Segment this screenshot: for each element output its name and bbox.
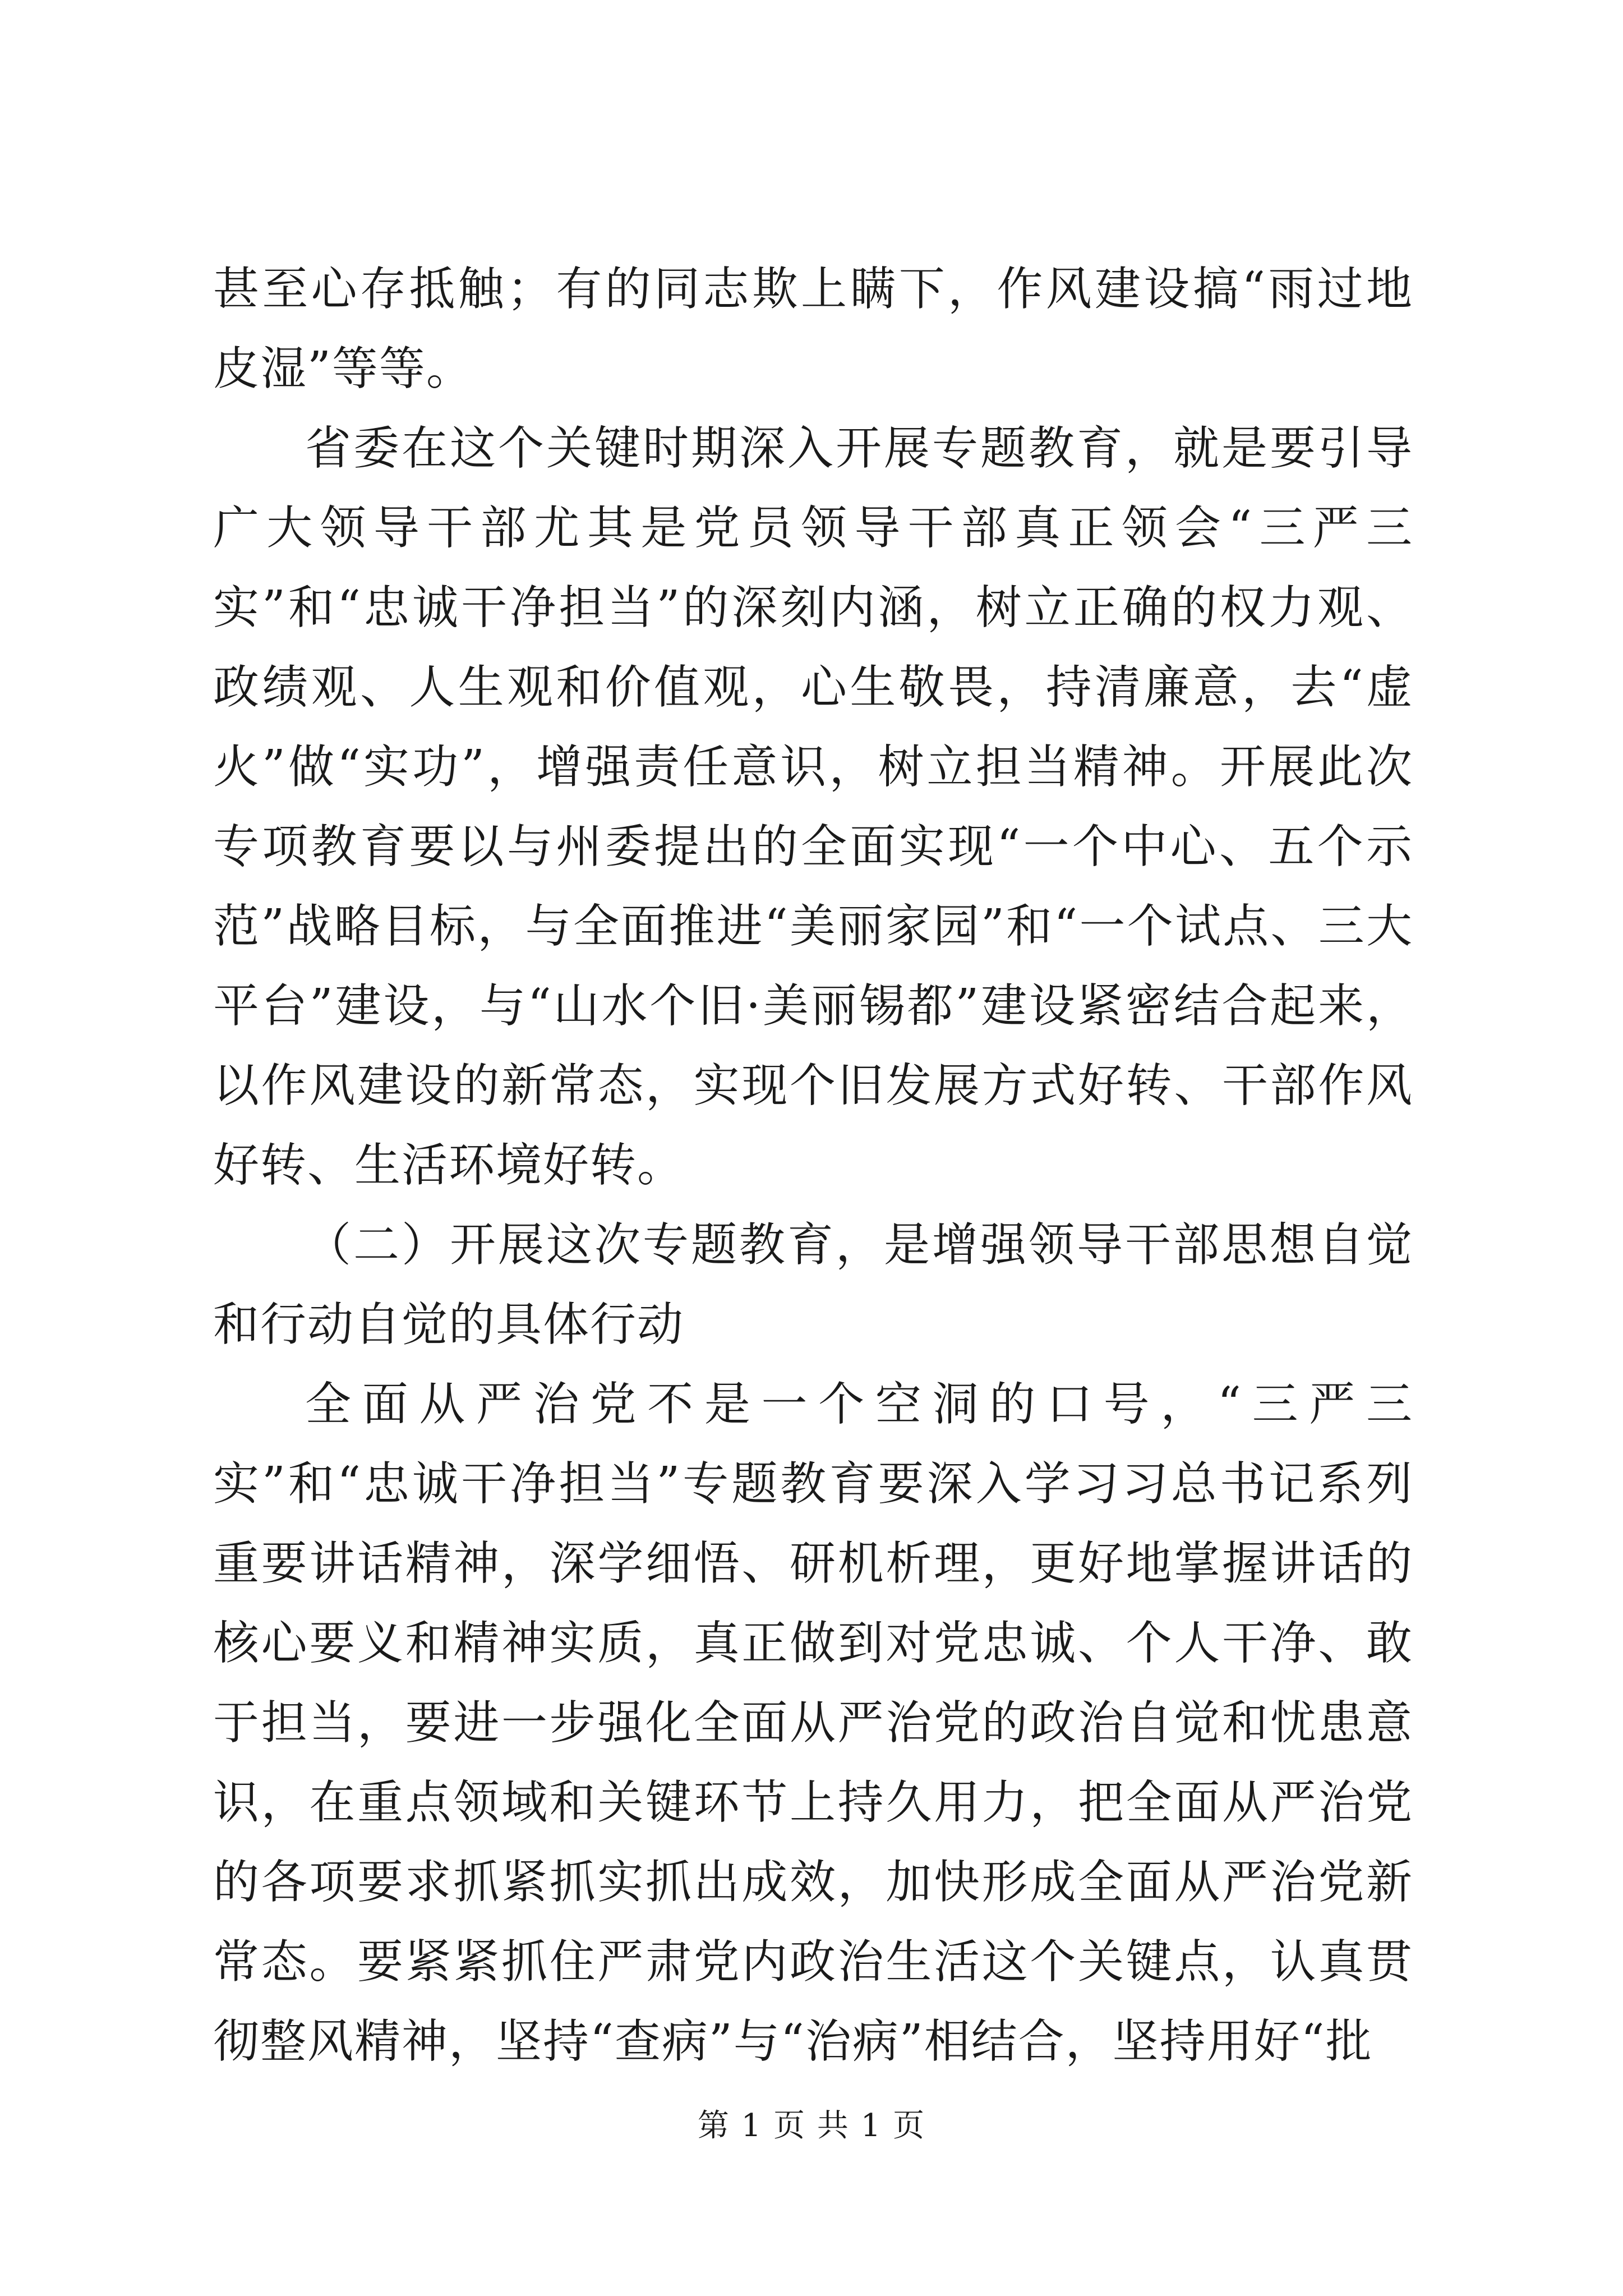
document-body <box>213 250 1413 2082</box>
paragraph-provincial-committee: 省委在这个关键时期深入开展专题教育，就是要引导广大领导干部尤其是党员领导干部真正领会“三严三实”和“忠诚干净担当”的深刻内涵，树立正确的权力观、政绩观、人生观和价值观，心生敬畏，持清廉意，去“虚火”做“实功”，增强责任意识，树立担当精神。开展此次专项教育要以与州委提出的全面实现“一个中心、五个示范”战略目标，与全面推进“美丽家园”和“一个试点、三大平台”建设，与“山水个旧·美丽锡都”建设紧密结合起来，以作风建设的新常态，实现个旧发展方式好转、干部作风好转、生活环境好转。 <box>213 422 1413 1192</box>
section-heading-2: （二）开展这次专题教育，是增强领导干部思想自觉和行动自觉的具体行动 <box>213 1218 1413 1351</box>
paragraph-continuation: 甚至心存抵触；有的同志欺上瞒下，作风建设搞“雨过地皮湿”等等。 <box>213 263 1413 395</box>
page-footer: 第 1 页 共 1 页 <box>697 2108 926 2144</box>
paragraph-strict-party-governance: 全面从严治党不是一个空洞的口号，“三严三实”和“忠诚干净担当”专题教育要深入学习习总书记系列重要讲话精神，深学细悟、研机析理，更好地掌握讲话的核心要义和精神实质，真正做到对党忠诚、个人干净、敢于担当，要进一步强化全面从严治党的政治自觉和忧患意识，在重点领域和关键环节上持久用力，把全面从严治党的各项要求抓紧抓实抓出成效，加快形成全面从严治党新常态。要紧紧抓住严肃党内政治生活这个关键点，认真贯彻整风精神，坚持“查病”与“治病”相结合，坚持用好“批 <box>213 1378 1413 2068</box>
